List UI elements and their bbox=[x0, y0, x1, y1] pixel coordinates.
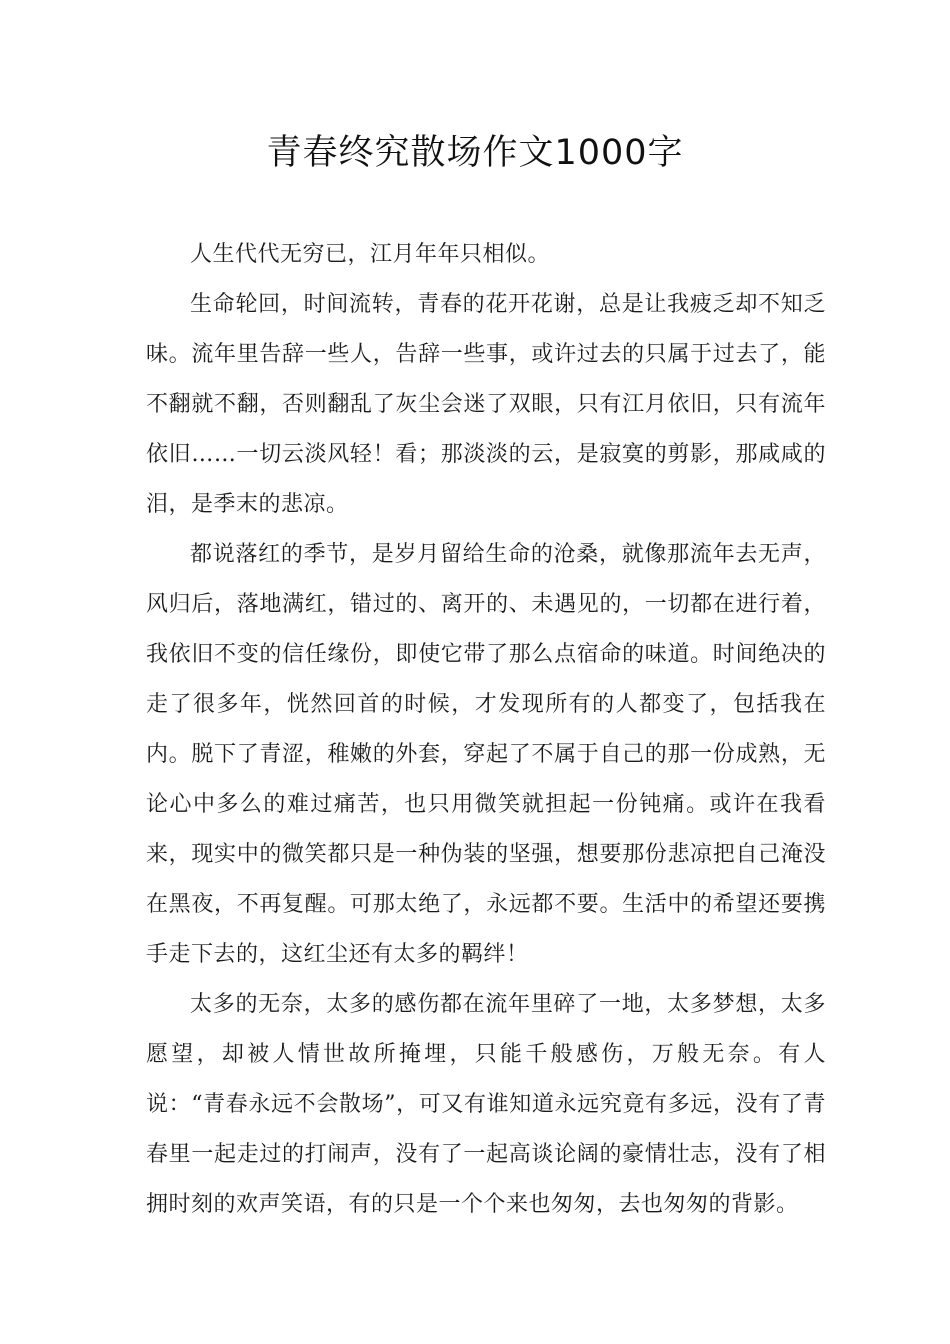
paragraph-3: 都说落红的季节，是岁月留给生命的沧桑，就像那流年去无声，风归后，落地满红，错过的、离开的、未遇见的，一切都在进行着，我依旧不变的信任缘份，即使它带了那么点宿命的味道。时间绝决的走了很多年，恍然回首的时候，才发现所有的人都变了，包括我在内。脱下了青涩，稚嫩的外套，穿起了不属于自己的那一份成熟，无论心中多么的难过痛苦，也只用微笑就担起一份钝痛。或许在我看来，现实中的微笑都只是一种伪装的坚强，想要那份悲凉把自己淹没在黑夜，不再复醒。可那太绝了，永远都不要。生活中的希望还要携手走下去的，这红尘还有太多的羁绊！ bbox=[146, 542, 826, 967]
document-body bbox=[146, 230, 826, 1230]
paragraph-4: 太多的无奈，太多的感伤都在流年里碎了一地，太多梦想，太多愿望，却被人情世故所掩埋，只能千般感伤，万般无奈。有人说：“青春永远不会散场”，可又有谁知道永远究竟有多远，没有了青春里一起走过的打闹声，没有了一起高谈论阔的豪情壮志，没有了相拥时刻的欢声笑语，有的只是一个个来也匆匆，去也匆匆的背影。 bbox=[146, 992, 826, 1217]
paragraph-2: 生命轮回，时间流转，青春的花开花谢，总是让我疲乏却不知乏味。流年里告辞一些人，告辞一些事，或许过去的只属于过去了，能不翻就不翻，否则翻乱了灰尘会迷了双眼，只有江月依旧，只有流年依旧……一切云淡风轻！看；那淡淡的云，是寂寞的剪影，那咸咸的泪，是季末的悲凉。 bbox=[146, 292, 826, 517]
paragraph-1: 人生代代无穷已，江月年年只相似。 bbox=[190, 242, 551, 267]
document-title: 青春终究散场作文1000字 bbox=[266, 133, 684, 173]
